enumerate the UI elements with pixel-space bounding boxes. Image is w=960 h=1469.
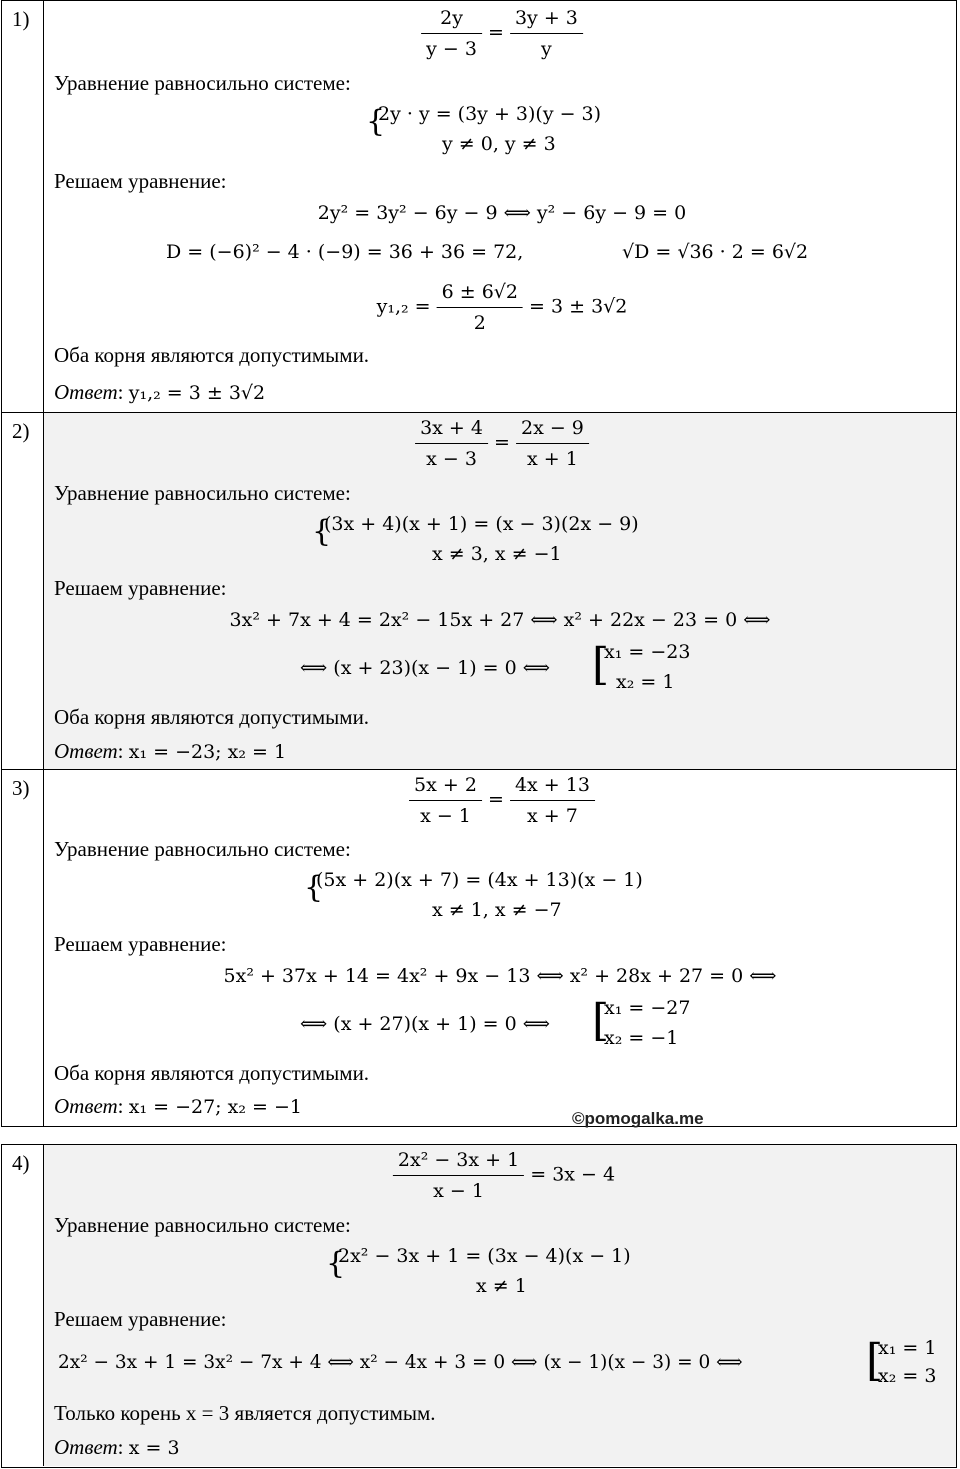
both-valid: Оба корня являются допустимыми.: [54, 705, 370, 729]
answer: Ответ: x₁ = −27; x₂ = −1: [54, 1094, 302, 1118]
system-line-1: 2x² − 3x + 1 = (3x − 4)(x − 1): [338, 1245, 631, 1267]
root-1: x₁ = 1: [878, 1337, 937, 1359]
root-2: x₂ = −1: [604, 1027, 679, 1049]
equation: $\frac{5x + 2}{x - 1}$ = $\frac{4x + 13}{x + 7}$: [409, 770, 595, 831]
root-1: x₁ = −27: [604, 997, 691, 1019]
answer: Ответ: x = 3: [54, 1435, 180, 1459]
problem-number: 1): [2, 1, 44, 412]
solve-intro: Решаем уравнение:: [54, 1307, 227, 1331]
problem-solution: $\frac{2y}{y - 3}$ = $\frac{3y + 3}{y}$ Уравнение равносильно системе: { 2y · y = (3y + 3)(y − 3) y ≠ 0, y ≠ 3 Решаем уравнение: 2y² = 3y² − 6y − 9 ⟺ y² − 6y − 9 = 0 D = (−6)² − 4 · (−9) = 36 + 36 = 72, √D = √36 · 2 = 6√2 y₁,₂ = $\frac{6 \pm 6√2}{2}$ = 3 ± 3√2 Оба корня являются допустимыми. Ответ: y₁,₂ = 3 ± 3√2: [44, 1, 956, 412]
solution-step-2: ⟺ (x + 27)(x + 1) = 0 ⟺: [300, 1013, 550, 1035]
system-line-2: x ≠ 1: [476, 1275, 527, 1297]
discriminant-root: √D = √36 · 2 = 6√2: [622, 241, 809, 263]
system-intro: Уравнение равносильно системе:: [54, 837, 351, 861]
solution-step-1: 5x² + 37x + 14 = 4x² + 9x − 13 ⟺ x² + 28x + 27 = 0 ⟺: [223, 965, 777, 987]
root-1: x₁ = −23: [604, 641, 691, 663]
problem-solution: $\frac{5x + 2}{x - 1}$ = $\frac{4x + 13}{x + 7}$ Уравнение равносильно системе: { (5x + 2)(x + 7) = (4x + 13)(x − 1) x ≠ 1, x ≠ −7 Решаем уравнение: 5x² + 37x + 14 = 4x² + 9x − 13 ⟺ x² + 28x + 27 = 0 ⟺ ⟺ (x + 27)(x + 1) = 0 ⟺ [ x₁ = −27 x₂ = −1 Оба корня являются допустимыми. Ответ: x₁ = −27; x₂ = −1: [44, 770, 956, 1126]
system-line-2: y ≠ 0, y ≠ 3: [442, 133, 556, 155]
solve-intro: Решаем уравнение:: [54, 932, 227, 956]
discriminant: D = (−6)² − 4 · (−9) = 36 + 36 = 72,: [166, 241, 524, 263]
solutions-table-1: [1, 0, 957, 1127]
problem-row-2: [2, 413, 956, 770]
problem-row-1: [2, 1, 956, 413]
problem-solution: $\frac{\text{2x² − 3x + 1}}{x - 1}$ = 3x − 4 Уравнение равносильно системе: { 2x² − 3x + 1 = (3x − 4)(x − 1) x ≠ 1 Решаем уравнение: 2x² − 3x + 1 = 3x² − 7x + 4 ⟺ x² − 4x + 3 = 0 ⟺ (x − 1)(x − 3) = 0 ⟺ [ x₁ = 1 x₂ = 3 Только корень x = 3 является допустимым. Ответ: x = 3: [44, 1145, 956, 1466]
solve-intro: Решаем уравнение:: [54, 576, 227, 600]
answer: Ответ: x₁ = −23; x₂ = 1: [54, 739, 287, 763]
problem-row-3: [2, 770, 956, 1126]
roots-formula: y₁,₂ = $\frac{6 \pm 6√2}{2}$ = 3 ± 3√2: [377, 277, 628, 338]
system-line-2: x ≠ 3, x ≠ −1: [432, 543, 562, 565]
watermark: ©pomogalka.me: [572, 1109, 704, 1128]
system-intro: Уравнение равносильно системе:: [54, 481, 351, 505]
problem-number: 4): [2, 1145, 44, 1466]
problem-solution: $\frac{3x + 4}{x - 3}$ = $\frac{2x - 9}{x + 1}$ Уравнение равносильно системе: { (3x + 4)(x + 1) = (x − 3)(2x − 9) x ≠ 3, x ≠ −1 Решаем уравнение: 3x² + 7x + 4 = 2x² − 15x + 27 ⟺ x² + 22x − 23 = 0 ⟺ ⟺ (x + 23)(x − 1) = 0 ⟺ [ x₁ = −23 x₂ = 1 Оба корня являются допустимыми. Ответ: x₁ = −23; x₂ = 1: [44, 413, 956, 769]
root-2: x₂ = 1: [616, 671, 675, 693]
solve-intro: Решаем уравнение:: [54, 169, 227, 193]
problem-number: 3): [2, 770, 44, 1126]
solution-step-2: ⟺ (x + 23)(x − 1) = 0 ⟺: [300, 657, 550, 679]
system-line-1: (3x + 4)(x + 1) = (x − 3)(2x − 9): [324, 513, 639, 535]
equation: $\frac{3x + 4}{x - 3}$ = $\frac{2x - 9}{x + 1}$: [415, 413, 589, 474]
both-valid: Оба корня являются допустимыми.: [54, 1061, 370, 1085]
root-2: x₂ = 3: [878, 1365, 937, 1387]
equation: $\frac{\text{2x² − 3x + 1}}{x - 1}$ = 3x − 4: [393, 1145, 615, 1206]
system-line-1: (5x + 2)(x + 7) = (4x + 13)(x − 1): [316, 869, 643, 891]
solution-step-1: 2y² = 3y² − 6y − 9 ⟺ y² − 6y − 9 = 0: [317, 202, 687, 224]
problem-row-4: [2, 1145, 956, 1466]
solution-step-1: 3x² + 7x + 4 = 2x² − 15x + 27 ⟺ x² + 22x − 23 = 0 ⟺: [229, 609, 771, 631]
solution-step-1: 2x² − 3x + 1 = 3x² − 7x + 4 ⟺ x² − 4x + 3 = 0 ⟺ (x − 1)(x − 3) = 0 ⟺: [58, 1352, 743, 1373]
equation: $\frac{2y}{y - 3}$ = $\frac{3y + 3}{y}$: [421, 3, 583, 64]
solutions-table-2: [1, 1144, 957, 1468]
only-root: Только корень x = 3 является допустимым.: [54, 1401, 436, 1425]
system-intro: Уравнение равносильно системе:: [54, 71, 351, 95]
system-intro: Уравнение равносильно системе:: [54, 1213, 351, 1237]
system-line-2: x ≠ 1, x ≠ −7: [432, 899, 562, 921]
answer: Ответ: y₁,₂ = 3 ± 3√2: [54, 380, 266, 404]
problem-number: 2): [2, 413, 44, 769]
system-line-1: 2y · y = (3y + 3)(y − 3): [378, 103, 602, 125]
both-valid: Оба корня являются допустимыми.: [54, 343, 370, 367]
